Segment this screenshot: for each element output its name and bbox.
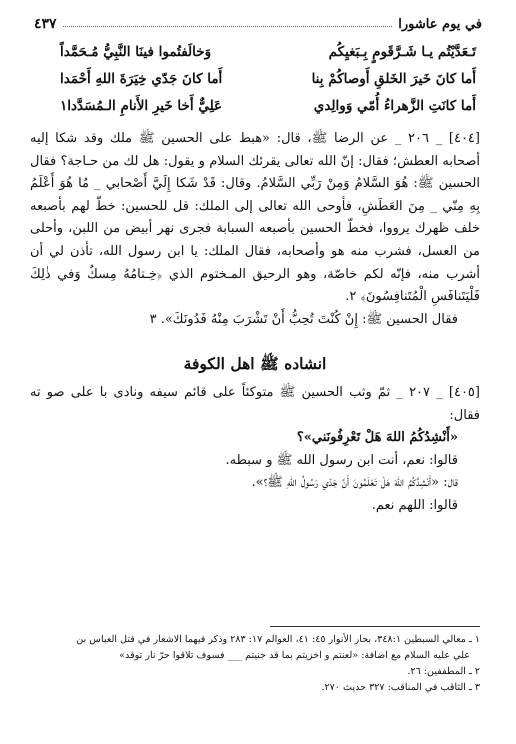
page-number: ٤٣٧ — [34, 16, 57, 32]
narration-404-closing: فقال الحسين ﷺ: إِنْ كُنْتَ تُحِبُّ أَنْ تَشْرَبَ مِنْهُ فَدُونَكَ». ٣ — [149, 311, 458, 327]
header-dotted-leader — [63, 26, 393, 27]
verse-first-hemistich: تَـعَدَّيْتُم يـا شَـرَّقَومٍ بِـبَغيِكُم — [328, 44, 476, 60]
verse-second-hemistich: عَلِيٌّ أَخا خَيرِ الأَنامِ الـمُسَدَّدا١ — [60, 98, 223, 114]
answer-1: قالوا: نعم، أنت ابن رسول الله ﷺ و سبطه. — [225, 452, 458, 468]
answer-2: قالوا: اللهم نعم. — [371, 497, 458, 513]
question-2: قال: «أَنْشِدُكُمُ اللهَ هَلْ تَعْلَمُونَ أَنَّ جَدّي رَسُولُ اللهِ ﷺ؟». — [251, 475, 458, 491]
section-heading: انشاده ﷺ اهل الكوفة — [183, 354, 327, 374]
running-header — [34, 14, 482, 34]
footnotes — [40, 632, 480, 696]
poem-verse — [60, 98, 476, 125]
poem-verse — [60, 44, 476, 71]
verse-second-hemistich: وَخالَفتُموا فينَا النَّبِيُّ مُـحَمَّداً — [60, 44, 212, 60]
main-text — [30, 128, 480, 518]
verse-first-hemistich: أَما كانَ خَيرَ الخَلقِ أَوصاكُمْ بِنا — [311, 71, 476, 87]
header-title: في يوم عاشورا — [398, 16, 482, 32]
narration-405: [٤٠٥] _ ٢٠٧ _ ثمّ وثب الحسين ﷺ متوكئاً على قائم سيفه ونادى با على صو ته فقال: — [30, 384, 480, 423]
question-1: «أَنْشِدُكُمُ اللهَ هَلْ تَعْرِفُونَني»؟ — [296, 430, 458, 446]
narration-404: [٤٠٤] _ ٢٠٦ _ عن الرضا ﷺ، قال: «هبط على الحسين ﷺ ملك وقد شكا إليه أصحابه العطش؛ فقال: إنّ الله تعالى يقرئك السلام و يقول: هل لك من حـاجة؟ فقال الحسين ﷺ: هُوَ السَّلامُ وَمِنْ رَبِّي السَّلامُ. وقال: قَدْ شَكا إِلَيَّ أَصْحابي _ مُا هُوَ أَعْلَمُ بِهِ مِنّي _ مِنَ العَطَشِ، فأوحى الله تعالى إلى الملك: قل للحسين: خطّ لهم بأصبعه خلف ظهرك يرووا، فخطّ الحسين بأصبعه السبابة فجرى نهر أبيض من اللبن، وأحلى من العسل، فشرب منه هو وأصحابه، فقال الملك: يا ابن رسول الله، تأذن لي أن أشرب منه، فإنّه لكم خاصّة، وهو الرحيق المـختوم الذي ﴿خِـتامُهُ مِسكٌ وَفي ذٰلِكَ فَلْيَتَنافَسِ الْمُتَنافِسُونَ﴾ ٢. — [30, 131, 480, 305]
footnote-1: ١ ـ معالي السبطين ٣٤٨:١، بحار الأنوار ٤٥: ٤١، العوالم ١٧: ٢٨٣ وذكر فيهما الاشعار في قتل العباس بن — [76, 634, 480, 645]
footnote-separator — [270, 626, 480, 627]
footnote-3: ٣ ـ الثاقب في المناقب: ٣٢٧ حديث ٢٧٠. — [321, 682, 480, 693]
verse-first-hemistich: أَما كانَتِ الزَّهراءُ أُمّي وَوالِدي — [313, 98, 476, 114]
verse-second-hemistich: أَما كانَ جَدّي خِيَرَةَ اللهِ أَحْمَدا — [60, 71, 223, 87]
footnote-1-continued: علي عليه السلام مع اضافة: «لعنتم و اخزيتم بما قد جنيتم ___ فسوف تلاقوا حرّ نار توقد» — [119, 650, 470, 661]
footnote-2: ٢ ـ المطففين: ٢٦. — [407, 666, 480, 677]
poem-verse — [60, 71, 476, 98]
poem — [60, 44, 476, 125]
